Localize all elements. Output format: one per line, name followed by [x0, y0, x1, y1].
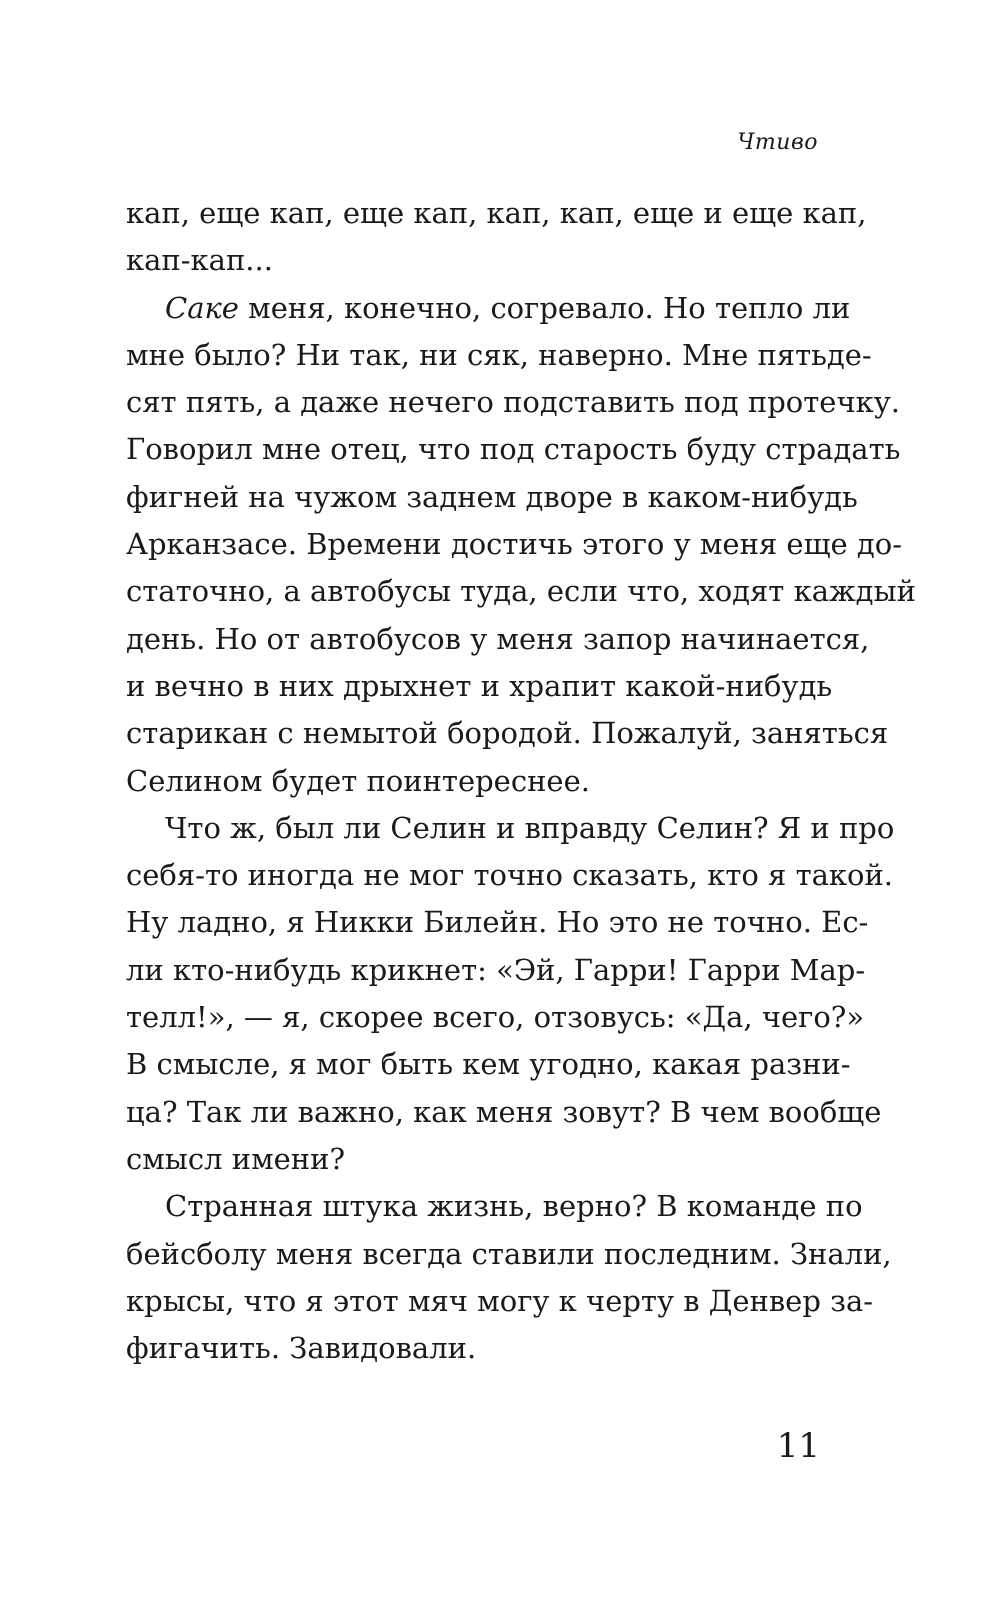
text-fragment: меня, конечно, согревало. Но тепло ли	[238, 290, 851, 325]
text-line: крысы, что я этот мяч могу к черту в Денвер за-	[126, 1283, 874, 1318]
body-text	[126, 190, 916, 1372]
text-line: Странная штука жизнь, верно? В команде по	[165, 1189, 863, 1224]
text-line: смысл имени?	[126, 1141, 346, 1176]
text-line: сят пять, а даже нечего подставить под протечку.	[126, 385, 901, 420]
text-line: Что ж, был ли Селин и вправду Селин? Я и про	[165, 810, 895, 845]
text-line: Говорил мне отец, что под старость буду страдать	[126, 432, 901, 467]
page-number: 11	[776, 1426, 820, 1466]
text-line: бейсболу меня всегда ставили последним. Знали,	[126, 1236, 892, 1271]
text-line: фигней на чужом заднем дворе в каком-нибудь	[126, 479, 858, 514]
paragraph	[126, 190, 867, 285]
text-line: старикан с немытой бородой. Пожалуй, заняться	[126, 716, 889, 751]
text-line: мне было? Ни так, ни сяк, наверно. Мне пятьде-	[126, 337, 872, 372]
text-line: статочно, а автобусы туда, если что, ходят каждый	[126, 574, 916, 609]
text-line: Ну ладно, я Никки Билейн. Но это не точно. Ес-	[126, 905, 869, 940]
paragraph	[126, 1183, 892, 1372]
text-line	[126, 285, 851, 332]
text-line: день. Но от автобусов у меня запор начинается,	[126, 621, 870, 656]
text-line: телл!», — я, скорее всего, отзовусь: «Да, чего?»	[126, 1000, 865, 1035]
text-line: и вечно в них дрыхнет и храпит какой-нибудь	[126, 668, 833, 703]
paragraph	[126, 285, 916, 805]
text-line: Селином будет поинтереснее.	[126, 763, 590, 798]
paragraph	[126, 805, 895, 1183]
running-head: Чтиво	[737, 130, 818, 155]
text-line: кап-кап...	[126, 243, 273, 278]
text-line: ли кто-нибудь крикнет: «Эй, Гарри! Гарри Мар-	[126, 952, 866, 987]
italic-word: Саке	[165, 290, 239, 325]
text-line: себя-то иногда не мог точно сказать, кто я такой.	[126, 858, 894, 893]
text-line: Арканзасе. Времени достичь этого у меня еще до-	[126, 527, 903, 562]
text-line: кап, еще кап, еще кап, кап, кап, еще и еще кап,	[126, 196, 867, 230]
text-line: фигачить. Завидовали.	[126, 1331, 477, 1366]
text-line: В смысле, я мог быть кем угодно, какая разни-	[126, 1047, 851, 1082]
text-line: ца? Так ли важно, как меня зовут? В чем вообще	[126, 1094, 882, 1129]
